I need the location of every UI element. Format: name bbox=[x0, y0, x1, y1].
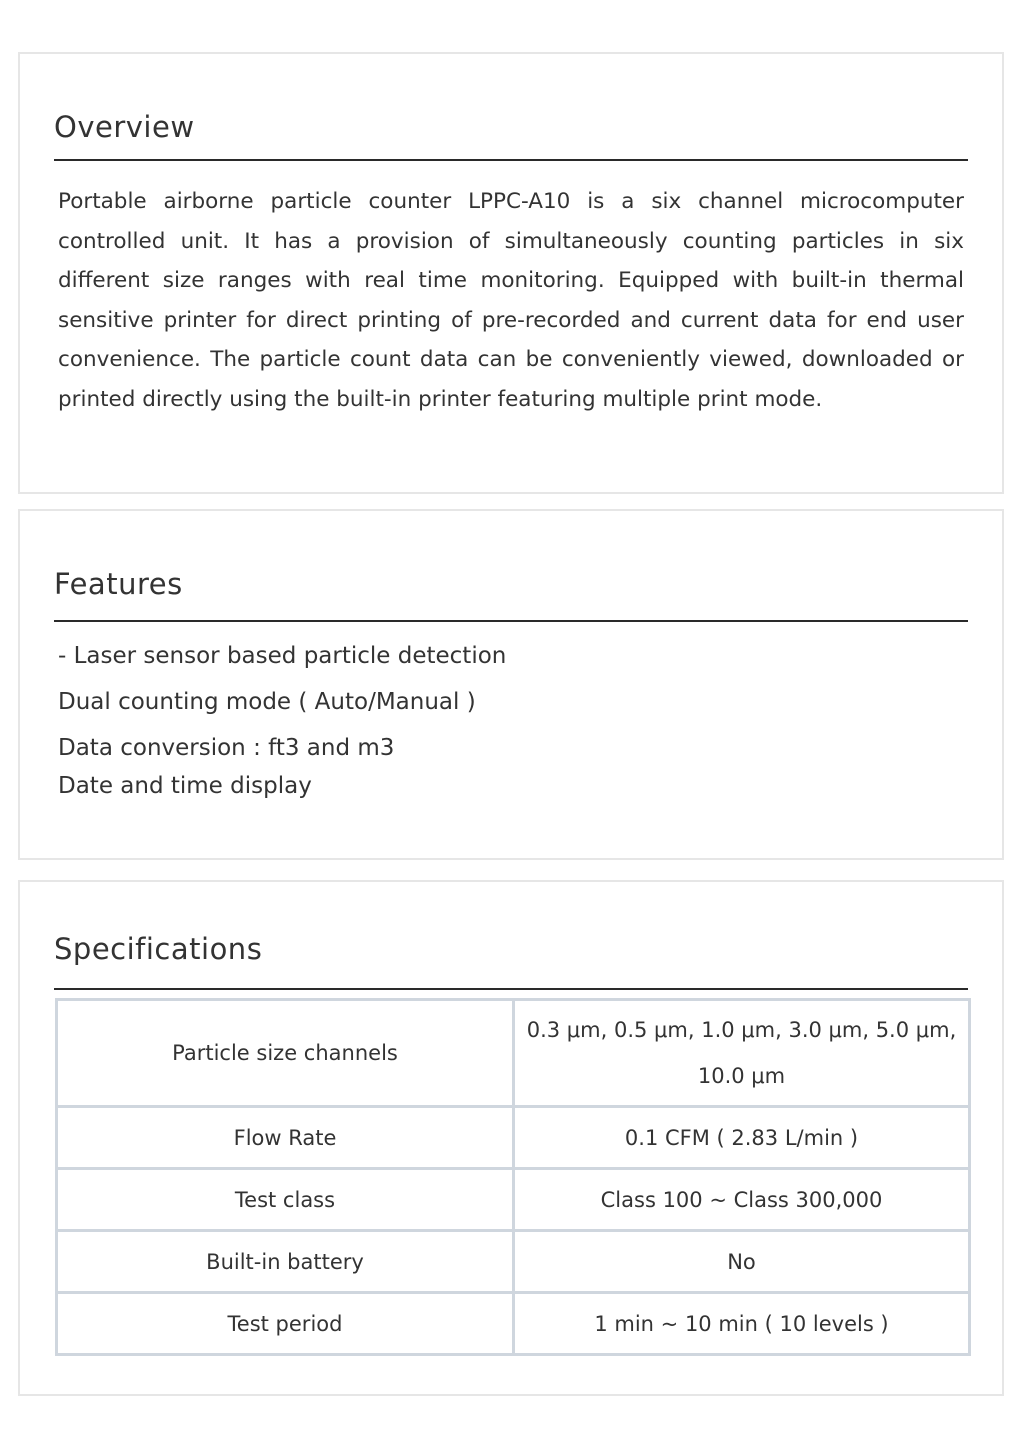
table-row bbox=[57, 1293, 970, 1355]
feature-item: Date and time display bbox=[58, 773, 312, 799]
table-row bbox=[57, 1231, 970, 1293]
feature-item: - Laser sensor based particle detection bbox=[58, 643, 507, 669]
specifications-table bbox=[55, 998, 971, 1356]
spec-label: Particle size channels bbox=[57, 1000, 514, 1107]
overview-paragraph: Portable airborne particle counter LPPC-A10 is a six channel microcomputer controlled unit. It has a provision of simultaneously counting particles in six different size ranges with real time monitoring. Equipped with built-in thermal sensitive printer for direct printing of pre-recorded and current data for end user convenience. The particle count data can be conveniently viewed, downloaded or printed directly using the built-in printer featuring multiple print mode. bbox=[58, 189, 964, 412]
spec-value: 0.1 CFM ( 2.83 L/min ) bbox=[514, 1107, 970, 1169]
specifications-heading: Specifications bbox=[54, 932, 968, 990]
spec-value: 1 min ~ 10 min ( 10 levels ) bbox=[514, 1293, 970, 1355]
spec-label: Test class bbox=[57, 1169, 514, 1231]
table-row bbox=[57, 1107, 970, 1169]
features-section bbox=[18, 509, 1004, 860]
specifications-section bbox=[18, 880, 1004, 1396]
spec-label: Flow Rate bbox=[57, 1107, 514, 1169]
feature-item: Dual counting mode ( Auto/Manual ) bbox=[58, 689, 476, 715]
spec-value: 0.3 μm, 0.5 μm, 1.0 μm, 3.0 μm, 5.0 μm, 10.0 μm bbox=[514, 1000, 970, 1107]
overview-heading: Overview bbox=[54, 110, 968, 161]
features-heading: Features bbox=[54, 567, 968, 622]
spec-label: Test period bbox=[57, 1293, 514, 1355]
spec-label: Built-in battery bbox=[57, 1231, 514, 1293]
spec-value: Class 100 ~ Class 300,000 bbox=[514, 1169, 970, 1231]
spec-value: No bbox=[514, 1231, 970, 1293]
table-row bbox=[57, 1169, 970, 1231]
overview-section bbox=[18, 52, 1004, 494]
feature-item: Data conversion : ft3 and m3 bbox=[58, 735, 395, 761]
table-row bbox=[57, 1000, 970, 1107]
